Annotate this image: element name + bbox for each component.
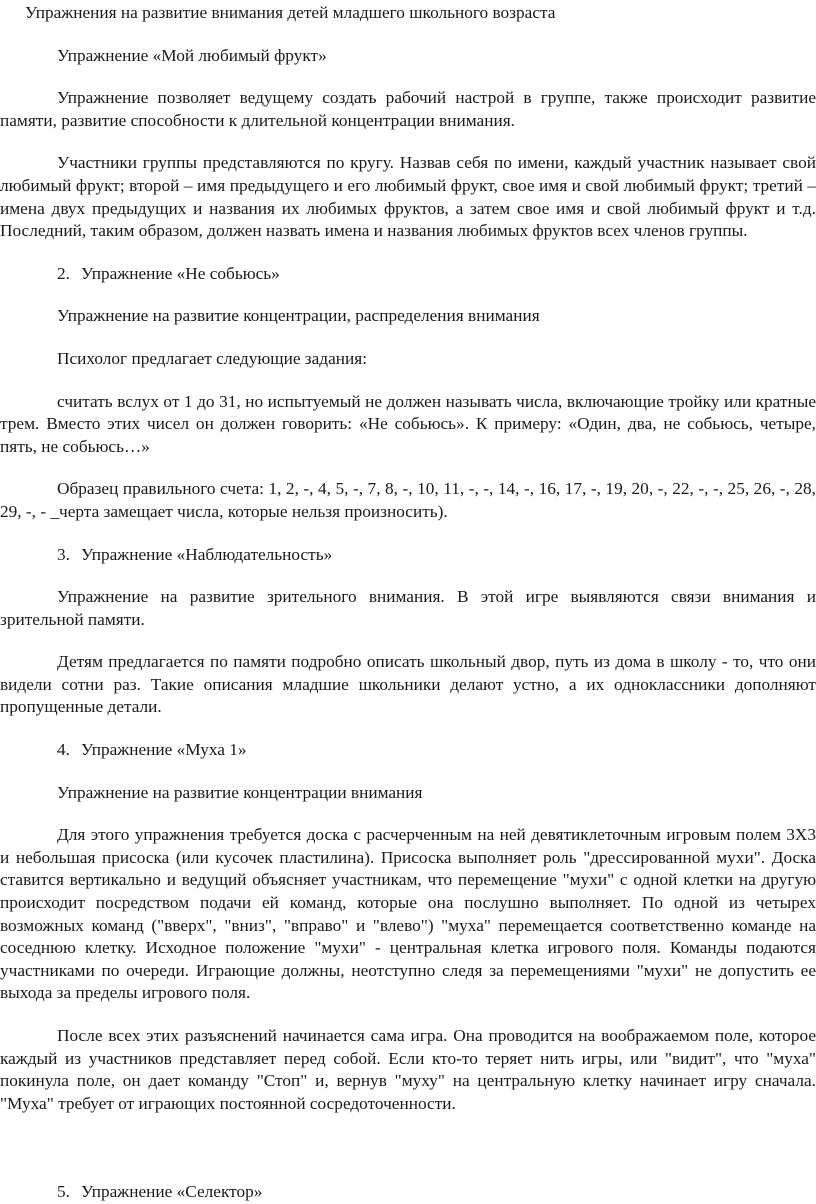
exercise-4-paragraph-1: Для этого упражнения требуется доска с расчерченным на ней девятиклеточным игровым полем 3Х3 и небольшая присоска (или кусочек пластилина). Присоска выполняет роль "дрессированной мухи". Доска ставится вертикально и ведущий объясняет участникам, что перемещение "мухи" с одной клетки на другую происходит посредством подачи ей команд, которые она послушно выполняет. По одной из четырех возможных команд ("вверх", "вниз", "вправо" и "влево") "муха" перемещается соответственно команде на соседнюю клетку. Исходное положение "мухи" - центральная клетка игрового поля. Команды подаются участниками по очереди. Играющие должны, неотступно следя за перемещениями "мухи" не допустить ее выхода за пределы игрового поля. (0, 825, 816, 1003)
list-number: 4. (57, 740, 70, 760)
exercise-1-paragraph-2: Участники группы представляются по кругу. Назвав себя по имени, каждый участник называет свой любимый фрукт; второй – имя предыдущего и его любимый фрукт, свое имя и свой любимый фрукт; третий – имена двух предыдущих и названия их любимых фруктов, а затем свое имя и свой любимый фрукт и т.д. Последний, таким образом, должен назвать имена и названия любимых фруктов всех членов группы. (0, 153, 816, 241)
list-number: 2. (57, 263, 70, 283)
document-page (0, 2, 816, 1204)
exercise-2-paragraph-2: Образец правильного счета: 1, 2, -, 4, 5, -, 7, 8, -, 10, 11, -, -, 14, -, 16, 17, -, 19, 20, -, 22, -, -, 25, 26, -, 28, 29, -, - _черта замещает числа, которые нельзя произносить). (0, 479, 816, 521)
exercise-4-paragraph-2: После всех этих разъяснений начинается сама игра. Она проводится на воображаемом поле, которое каждый из участников представляет перед собой. Если кто-то теряет нить игры, или "видит", что "муха" покинула поле, он дает команду "Стоп" и, вернув "муху" на центральную клетку начинает игру сначала. "Муха" требует от играющих постоянной сосредоточенности. (0, 1026, 816, 1113)
exercise-2-paragraph-1: считать вслух от 1 до 31, но испытуемый не должен называть числа, включающие тройку или кратные трем. Вместо этих чисел он должен говорить: «Не собьюсь». К примеру: «Один, два, не собьюсь, четыре, пять, не собьюсь…» (0, 391, 816, 456)
exercise-2-intro: Психолог предлагает следующие задания: (57, 348, 368, 368)
exercise-3-paragraph-2: Детям предлагается по памяти подробно описать школьный двор, путь из дома в школу - то, что они видели сотни раз. Такие описания младшие школьники делают устно, а их одноклассники дополняют пропущенные детали. (0, 652, 816, 717)
exercise-1-heading: Упражнение «Мой любимый фрукт» (57, 45, 327, 65)
heading-text: Упражнение «Не собьюсь» (81, 263, 280, 283)
heading-text: Упражнение «Муха 1» (81, 740, 247, 760)
exercise-4-subtitle: Упражнение на развитие концентрации внимания (57, 782, 423, 802)
exercise-2-subtitle: Упражнение на развитие концентрации, распределения внимания (57, 306, 540, 326)
list-number: 3. (57, 544, 70, 564)
exercise-2-heading (0, 263, 816, 286)
exercise-3-paragraph-1: Упражнение на развитие зрительного внимания. В этой игре выявляются связи внимания и зрительной памяти. (0, 587, 816, 629)
document-title: Упражнения на развитие внимания детей младшего школьного возраста (25, 3, 556, 22)
exercise-1-paragraph-1: Упражнение позволяет ведущему создать рабочий настрой в группе, также происходит развитие памяти, развитие способности к длительной концентрации внимания. (0, 88, 816, 130)
exercise-3-heading (0, 544, 816, 567)
heading-text: Упражнение «Селектор» (81, 1182, 263, 1202)
exercise-4-heading (0, 739, 816, 762)
exercise-5-heading (0, 1181, 816, 1204)
heading-text: Упражнение «Наблюдательность» (81, 544, 333, 564)
list-number: 5. (57, 1182, 70, 1202)
